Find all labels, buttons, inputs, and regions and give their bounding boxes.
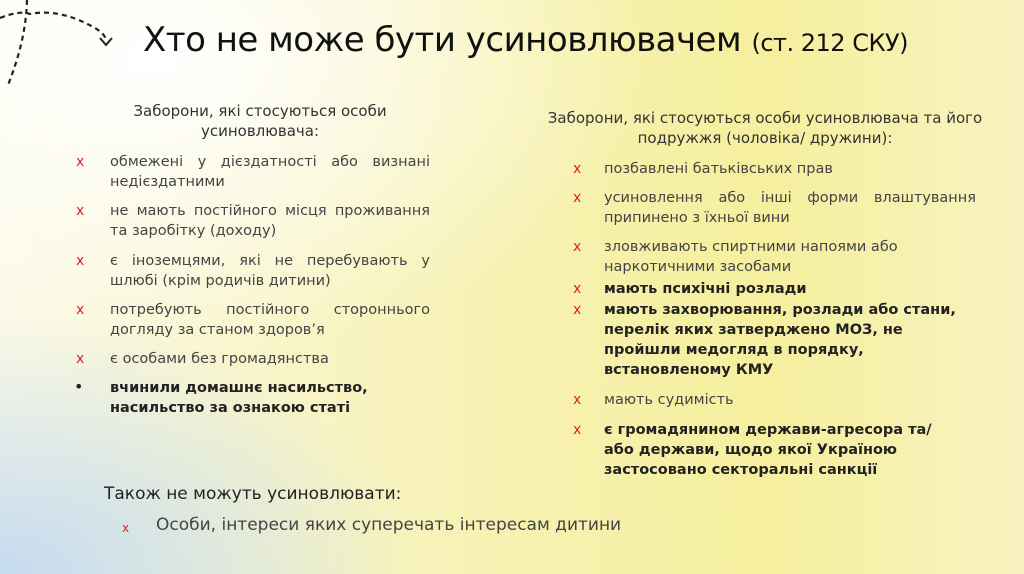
list-item: мають психічні розлади — [604, 281, 807, 297]
list-item: усиновлення або інші форми влаштування припинено з їхньої вини — [604, 190, 976, 226]
left-heading: Заборони, які стосуються особи усиновлювача: — [133, 102, 387, 140]
x-mark-icon: x — [76, 154, 85, 170]
also-item: Особи, інтереси яких суперечать інтересам дитини — [156, 515, 622, 535]
right-heading: Заборони, які стосуються особи усиновлювача та його подружжя (чоловіка/ дружини): — [547, 109, 983, 147]
list-item: вчинили домашнє насильство, насильство за ознакою статі — [110, 380, 368, 416]
x-mark-icon: x — [122, 521, 130, 535]
list-item: є громадянином держави-агресора та/або держави, щодо якої Україною застосовано секторальні санкції — [604, 422, 932, 478]
list-item: мають судимість — [604, 392, 734, 408]
x-mark-icon: x — [573, 161, 582, 177]
list-item: потребують постійного стороннього догляду за станом здоров’я — [110, 302, 430, 338]
x-mark-icon: x — [76, 302, 85, 318]
bullet-icon: • — [74, 377, 84, 396]
x-mark-icon: x — [76, 351, 85, 367]
list-item: є особами без громадянства — [110, 351, 329, 367]
list-item: позбавлені батьківських прав — [604, 161, 833, 177]
x-mark-icon: x — [573, 392, 582, 408]
also-heading: Також не можуть усиновлювати: — [104, 484, 402, 504]
dashed-arrow-decoration — [0, 0, 120, 100]
x-mark-icon: x — [76, 203, 85, 219]
list-item: мають захворювання, розлади або стани, перелік яких затверджено МОЗ, не пройшли медогляд в порядку, встановленому КМУ — [604, 302, 956, 378]
list-item: обмежені у дієздатності або визнані недієздатними — [110, 154, 430, 190]
list-item: є іноземцями, які не перебувають у шлюбі (крім родичів дитини) — [110, 253, 430, 289]
page-title: Хто не може бути усиновлювачем (ст. 212 СКУ) — [143, 20, 908, 60]
x-mark-icon: x — [573, 190, 582, 206]
list-item: не мають постійного місця проживання та заробітку (доходу) — [110, 203, 430, 239]
x-mark-icon: x — [573, 239, 582, 255]
title-reference: (ст. 212 СКУ) — [751, 29, 908, 57]
x-mark-icon: x — [573, 302, 582, 318]
x-mark-icon: x — [573, 422, 582, 438]
x-mark-icon: x — [573, 281, 582, 297]
x-mark-icon: x — [76, 253, 85, 269]
list-item: зловживають спиртними напоями або наркотичними засобами — [604, 239, 898, 275]
